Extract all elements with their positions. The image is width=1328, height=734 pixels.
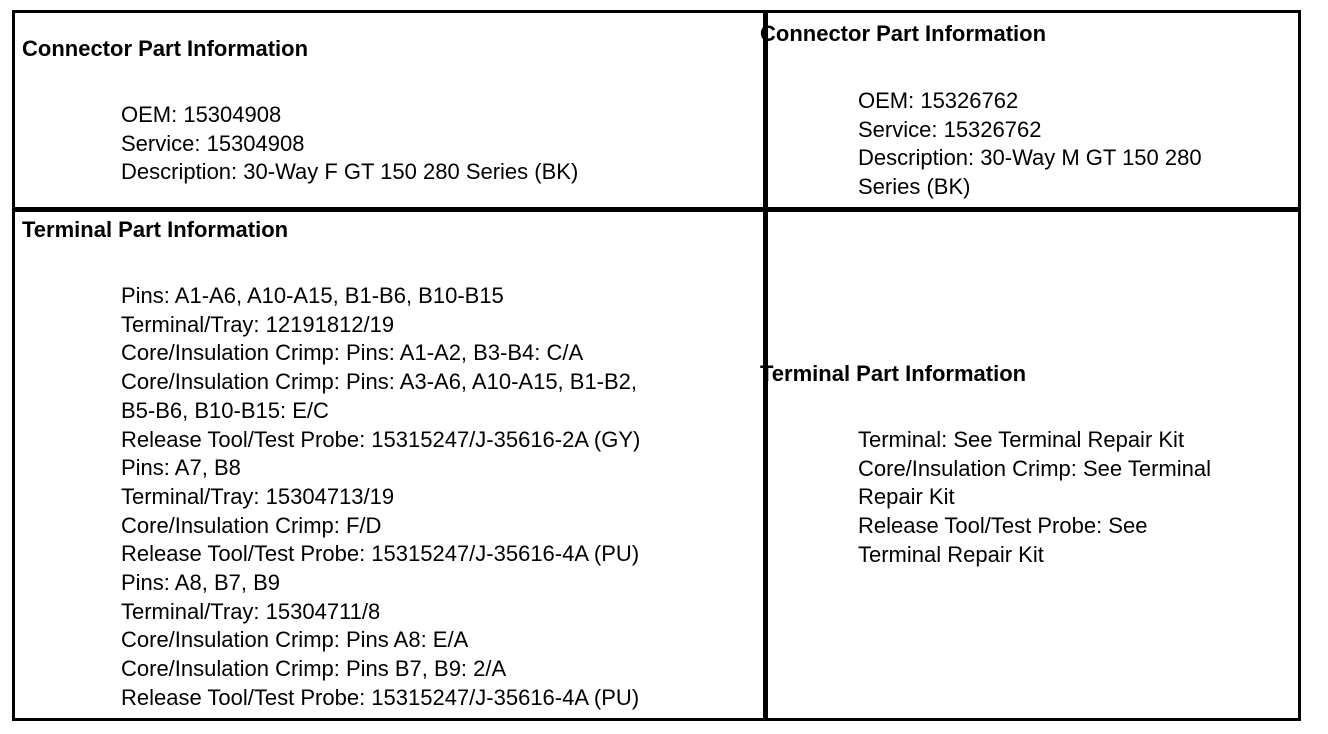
left-connector-service: Service: 15304908 xyxy=(121,130,305,156)
right-connector-description: Description: 30-Way M GT 150 280 xyxy=(858,145,1202,171)
list-item: Core/Insulation Crimp: F/D xyxy=(121,512,382,538)
list-item: Terminal Repair Kit xyxy=(858,541,1044,567)
list-item: Core/Insulation Crimp: See Terminal xyxy=(858,455,1211,481)
list-item: B5-B6, B10-B15: E/C xyxy=(121,397,329,423)
left-connector-cell xyxy=(15,13,763,207)
list-item: Terminal: See Terminal Repair Kit xyxy=(858,427,1185,452)
list-item: Core/Insulation Crimp: Pins B7, B9: 2/A xyxy=(121,656,507,682)
right-terminal-cell xyxy=(760,212,1298,718)
list-item: Pins: A8, B7, B9 xyxy=(121,570,280,596)
list-item: Release Tool/Test Probe: See xyxy=(858,513,1148,539)
left-connector-oem: OEM: 15304908 xyxy=(121,102,282,127)
right-connector-oem: OEM: 15326762 xyxy=(858,88,1019,113)
left-connector-heading: Connector Part Information xyxy=(22,36,309,61)
right-connector-heading: Connector Part Information xyxy=(760,21,1047,46)
right-connector-lines xyxy=(858,87,1202,202)
left-terminal-cell xyxy=(15,212,763,718)
connector-table xyxy=(12,10,1301,721)
right-connector-cell xyxy=(760,13,1298,207)
list-item: Pins: A7, B8 xyxy=(121,455,241,481)
right-connector-service: Service: 15326762 xyxy=(858,116,1042,142)
left-terminal-lines xyxy=(121,282,640,713)
list-item: Core/Insulation Crimp: Pins A8: E/A xyxy=(121,627,469,653)
list-item: Pins: A1-A6, A10-A15, B1-B6, B10-B15 xyxy=(121,283,504,308)
list-item: Release Tool/Test Probe: 15315247/J-35616-4A (PU) xyxy=(121,684,640,710)
list-item: Release Tool/Test Probe: 15315247/J-35616-4A (PU) xyxy=(121,541,640,567)
left-terminal-heading: Terminal Part Information xyxy=(22,217,289,242)
right-connector-description-cont: Series (BK) xyxy=(858,174,971,200)
list-item: Release Tool/Test Probe: 15315247/J-35616-2A (GY) xyxy=(121,426,641,452)
list-item: Terminal/Tray: 15304711/8 xyxy=(121,598,381,624)
left-connector-description: Description: 30-Way F GT 150 280 Series (BK) xyxy=(121,159,579,185)
list-item: Core/Insulation Crimp: Pins: A3-A6, A10-A15, B1-B2, xyxy=(121,369,638,395)
list-item: Repair Kit xyxy=(858,484,955,510)
right-terminal-lines xyxy=(858,426,1211,570)
list-item: Terminal/Tray: 15304713/19 xyxy=(121,483,395,509)
list-item: Terminal/Tray: 12191812/19 xyxy=(121,311,395,337)
right-terminal-heading: Terminal Part Information xyxy=(760,361,1027,386)
list-item: Core/Insulation Crimp: Pins: A1-A2, B3-B4: C/A xyxy=(121,340,584,366)
left-connector-lines xyxy=(121,101,578,187)
